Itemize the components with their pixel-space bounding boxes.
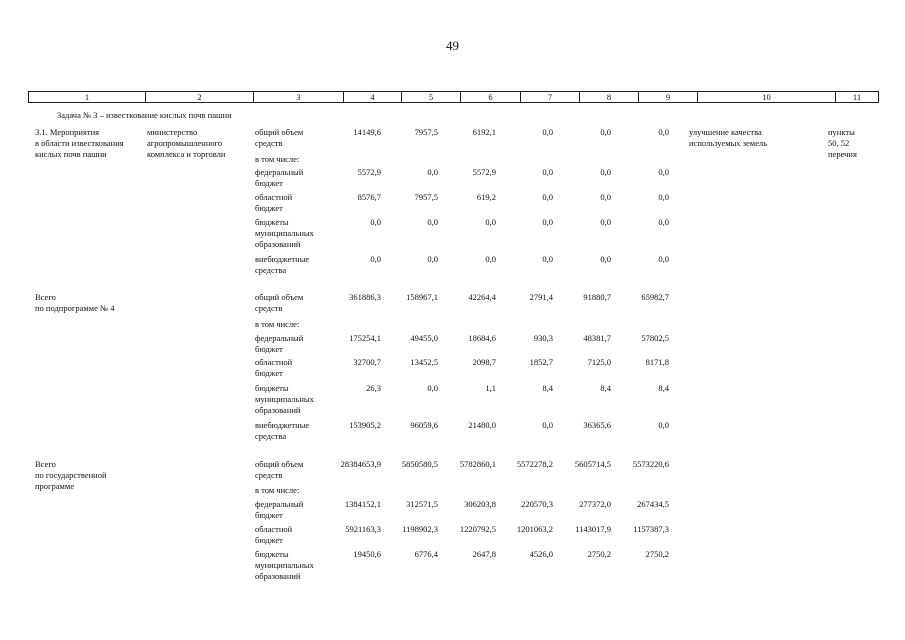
value-cell-col-5: 13452,5 (410, 357, 438, 367)
source-label: муниципальных (255, 228, 314, 238)
header-col-4: 4 (344, 92, 402, 103)
value-cell-col-9: 2750,2 (645, 549, 669, 559)
result-line: улучшение качества (689, 127, 762, 137)
value-cell-col-5: 49455,0 (410, 333, 438, 343)
value-cell-col-9: 0,0 (658, 192, 669, 202)
value-cell-col-7: 0,0 (542, 217, 553, 227)
value-cell-col-9: 65982,7 (641, 292, 669, 302)
source-label: средств (255, 303, 283, 313)
value-cell-col-7: 0,0 (542, 192, 553, 202)
event-name-line: в области известкования (35, 138, 124, 148)
column-number-header (28, 91, 879, 103)
value-cell-col-6: 0,0 (485, 217, 496, 227)
value-cell-col-6: 2098,7 (472, 357, 496, 367)
header-col-3: 3 (254, 92, 344, 103)
value-cell-col-9: 57802,5 (641, 333, 669, 343)
source-label: бюджеты (255, 549, 289, 559)
source-label: бюджеты (255, 383, 289, 393)
value-cell-col-8: 5605714,5 (574, 459, 611, 469)
page-number: 49 (446, 38, 459, 53)
value-cell-col-4: 0,0 (370, 254, 381, 264)
value-cell-col-8: 0,0 (600, 192, 611, 202)
source-label: бюджет (255, 344, 283, 354)
value-cell-col-6: 1220792,5 (459, 524, 496, 534)
value-cell-col-6: 21480,0 (468, 420, 496, 430)
value-cell-col-7: 220570,3 (521, 499, 553, 509)
source-label: федеральный (255, 499, 304, 509)
value-cell-col-9: 0,0 (658, 167, 669, 177)
source-label: бюджет (255, 203, 283, 213)
source-label: средств (255, 470, 283, 480)
source-label: общий объем (255, 292, 304, 302)
value-cell-col-8: 2750,2 (587, 549, 611, 559)
value-cell-col-6: 5782860,1 (459, 459, 496, 469)
source-label: общий объем (255, 127, 304, 137)
value-cell-col-8: 91880,7 (583, 292, 611, 302)
header-col-6: 6 (461, 92, 521, 103)
reference-line: пункты (828, 127, 855, 137)
value-cell-col-9: 0,0 (658, 420, 669, 430)
value-cell-col-6: 619,2 (476, 192, 496, 202)
value-cell-col-4: 361886,3 (349, 292, 381, 302)
header-col-2: 2 (146, 92, 254, 103)
value-cell-col-4: 0,0 (370, 217, 381, 227)
header-col-9: 9 (639, 92, 698, 103)
value-cell-col-7: 8,4 (542, 383, 553, 393)
value-cell-col-5: 0,0 (427, 254, 438, 264)
source-label: областной (255, 524, 293, 534)
value-cell-col-9: 267434,5 (637, 499, 669, 509)
value-cell-col-7: 1852,7 (529, 357, 553, 367)
value-cell-col-9: 1157387,3 (633, 524, 669, 534)
value-cell-col-8: 7125,0 (587, 357, 611, 367)
source-label: средств (255, 138, 283, 148)
value-cell-col-6: 6192,1 (472, 127, 496, 137)
value-cell-col-9: 5573220,6 (632, 459, 669, 469)
reference-line: перечня (828, 149, 857, 159)
value-cell-col-5: 0,0 (427, 383, 438, 393)
total-title-line: программе (35, 481, 75, 491)
value-cell-col-8: 0,0 (600, 217, 611, 227)
value-cell-col-4: 32700,7 (353, 357, 381, 367)
value-cell-col-5: 0,0 (427, 217, 438, 227)
value-cell-col-4: 5921163,3 (345, 524, 381, 534)
value-cell-col-8: 8,4 (600, 383, 611, 393)
value-cell-col-8: 0,0 (600, 254, 611, 264)
value-cell-col-4: 1384152,1 (344, 499, 381, 509)
value-cell-col-7: 930,3 (533, 333, 553, 343)
source-label: муниципальных (255, 560, 314, 570)
source-label: бюджет (255, 368, 283, 378)
source-label: внебюджетные (255, 420, 310, 430)
source-label: федеральный (255, 333, 304, 343)
total-title-line: Всего (35, 459, 56, 469)
value-cell-col-5: 7957,5 (414, 127, 438, 137)
source-label: бюджет (255, 178, 283, 188)
value-cell-col-5: 0,0 (427, 167, 438, 177)
value-cell-col-5: 96059,6 (410, 420, 438, 430)
value-cell-col-4: 28384653,9 (340, 459, 381, 469)
source-label: образований (255, 571, 301, 581)
source-label: общий объем (255, 459, 304, 469)
value-cell-col-8: 277372,0 (579, 499, 611, 509)
value-cell-col-5: 1198902,3 (402, 524, 438, 534)
value-cell-col-4: 14149,6 (353, 127, 381, 137)
value-cell-col-9: 0,0 (658, 127, 669, 137)
value-cell-col-4: 153905,2 (349, 420, 381, 430)
header-col-5: 5 (402, 92, 461, 103)
executor-line: министерство (147, 127, 198, 137)
value-cell-col-6: 0,0 (485, 254, 496, 264)
value-cell-col-6: 306203,8 (464, 499, 496, 509)
header-col-11: 11 (836, 92, 879, 103)
source-label: областной (255, 357, 293, 367)
event-name-line: кислых почв пашни (35, 149, 107, 159)
header-col-1: 1 (29, 92, 146, 103)
value-cell-col-8: 0,0 (600, 167, 611, 177)
value-cell-col-7: 0,0 (542, 167, 553, 177)
value-cell-col-4: 26,3 (366, 383, 381, 393)
value-cell-col-6: 18684,6 (468, 333, 496, 343)
value-cell-col-8: 0,0 (600, 127, 611, 137)
source-label: федеральный (255, 167, 304, 177)
value-cell-col-9: 0,0 (658, 254, 669, 264)
value-cell-col-7: 0,0 (542, 127, 553, 137)
value-cell-col-5: 312571,5 (406, 499, 438, 509)
value-cell-col-8: 48381,7 (583, 333, 611, 343)
value-cell-col-6: 1,1 (485, 383, 496, 393)
value-cell-col-8: 36365,6 (583, 420, 611, 430)
value-cell-col-5: 7957,5 (414, 192, 438, 202)
value-cell-col-7: 2791,4 (529, 292, 553, 302)
task-title: Задача № 3 – известкование кислых почв пашни (57, 110, 232, 120)
source-label: бюджет (255, 510, 283, 520)
source-label: областной (255, 192, 293, 202)
source-label: бюджет (255, 535, 283, 545)
value-cell-col-7: 1201063,2 (516, 524, 553, 534)
value-cell-col-9: 8171,8 (645, 357, 669, 367)
header-col-8: 8 (580, 92, 639, 103)
value-cell-col-5: 158967,1 (406, 292, 438, 302)
value-cell-col-5: 5850580,5 (401, 459, 438, 469)
total-title-line: по подпрограмме № 4 (35, 303, 115, 313)
value-cell-col-4: 19450,6 (353, 549, 381, 559)
value-cell-col-7: 0,0 (542, 420, 553, 430)
source-label: в том числе: (255, 485, 300, 495)
value-cell-col-9: 0,0 (658, 217, 669, 227)
source-label: в том числе: (255, 154, 300, 164)
header-col-10: 10 (698, 92, 836, 103)
source-label: в том числе: (255, 319, 300, 329)
executor-line: комплекса и торговли (147, 149, 226, 159)
value-cell-col-5: 6776,4 (414, 549, 438, 559)
source-label: внебюджетные (255, 254, 310, 264)
result-line: используемых земель (689, 138, 768, 148)
header-col-7: 7 (521, 92, 580, 103)
value-cell-col-9: 8,4 (658, 383, 669, 393)
value-cell-col-6: 42264,4 (468, 292, 496, 302)
value-cell-col-4: 8576,7 (357, 192, 381, 202)
value-cell-col-7: 0,0 (542, 254, 553, 264)
total-title-line: Всего (35, 292, 56, 302)
value-cell-col-6: 5572,9 (472, 167, 496, 177)
value-cell-col-8: 1143017,9 (575, 524, 611, 534)
value-cell-col-4: 175254,1 (349, 333, 381, 343)
source-label: образований (255, 239, 301, 249)
total-title-line: по государственной (35, 470, 107, 480)
source-label: средства (255, 265, 287, 275)
source-label: бюджеты (255, 217, 289, 227)
source-label: средства (255, 431, 287, 441)
event-name-line: 3.1. Мероприятия (35, 127, 100, 137)
value-cell-col-7: 4526,0 (529, 549, 553, 559)
source-label: образований (255, 405, 301, 415)
value-cell-col-7: 5572278,2 (516, 459, 553, 469)
value-cell-col-4: 5572,9 (357, 167, 381, 177)
executor-line: агропромышленного (147, 138, 223, 148)
value-cell-col-6: 2647,8 (472, 549, 496, 559)
reference-line: 50, 52 (828, 138, 850, 148)
source-label: муниципальных (255, 394, 314, 404)
